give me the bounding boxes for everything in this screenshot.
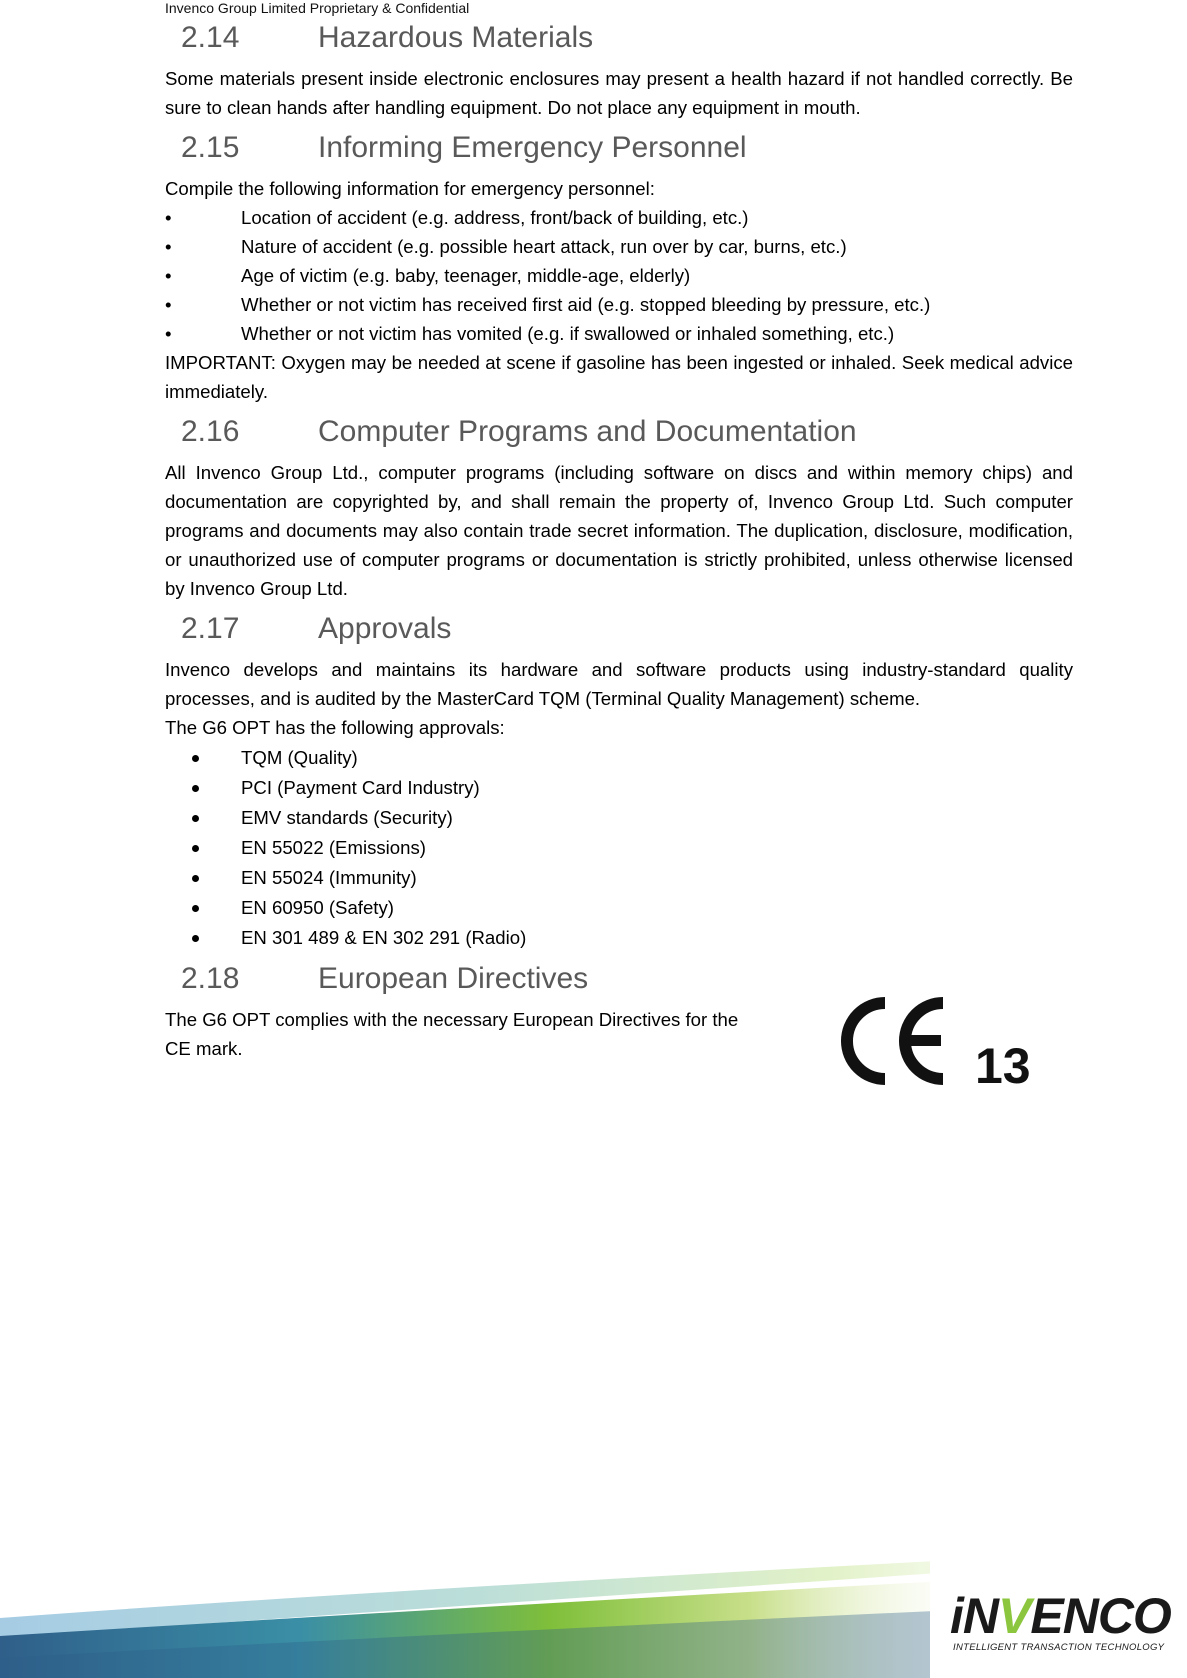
section-title: European Directives [318,962,589,995]
section-heading [181,128,1073,168]
section-paragraph: The G6 OPT complies with the necessary European Directives for the CE mark. [165,1009,739,1059]
ce-mark-icon [835,995,1040,1090]
section-2-14 [165,18,1073,122]
bullet-dot-icon [192,755,199,762]
list-item [165,833,1073,863]
list-item-text: EMV standards (Security) [241,807,453,828]
section-title: Approvals [318,612,452,645]
bullet-mark: • [165,207,172,228]
bullet-dot-icon [192,905,199,912]
list-item [165,232,1073,261]
section-2-17 [165,609,1073,953]
section-paragraph: Some materials present inside electronic enclosures may present a health hazard if not handled correctly. Be sure to clean hands after handling equipment. Do not place any equipment in mouth. [165,68,1073,118]
bullet-dot-icon [192,935,199,942]
section-intro: The G6 OPT has the following approvals: [165,717,505,738]
list-item [165,319,1073,348]
document-body [165,18,1073,1069]
section-number: 2.18 [181,962,240,995]
list-item-text: Location of accident (e.g. address, front/back of building, etc.) [241,207,749,228]
list-item-text: EN 55022 (Emissions) [241,837,426,858]
section-number: 2.16 [181,415,240,448]
list-item [165,743,1073,773]
section-heading [181,609,1073,649]
list-item [165,893,1073,923]
logo-tagline: INTELLIGENT TRANSACTION TECHNOLOGY [953,1642,1165,1653]
section-title: Informing Emergency Personnel [318,131,747,164]
list-item [165,290,1073,319]
bullet-dot-icon [192,815,199,822]
section-paragraph: Invenco develops and maintains its hardware and software products using industry-standard quality processes, and is audited by the MasterCard TQM (Terminal Quality Management) scheme. [165,659,1073,709]
list-item-text: EN 60950 (Safety) [241,897,394,918]
bullet-dot-icon [192,875,199,882]
section-number: 2.14 [181,21,240,54]
emergency-info-list [165,203,1073,348]
section-2-15 [165,128,1073,406]
section-title: Hazardous Materials [318,21,594,54]
confidentiality-header: Invenco Group Limited Proprietary & Confidential [165,0,470,16]
bullet-mark: • [165,294,172,315]
ce-year: 13 [975,1038,1031,1090]
list-item-text: Age of victim (e.g. baby, teenager, middle-age, elderly) [241,265,691,286]
list-item-text: EN 55024 (Immunity) [241,867,417,888]
list-item [165,923,1073,953]
section-number: 2.17 [181,612,240,645]
bullet-dot-icon [192,785,199,792]
list-item [165,203,1073,232]
list-item [165,803,1073,833]
section-intro: Compile the following information for emergency personnel: [165,178,655,199]
list-item [165,863,1073,893]
bullet-dot-icon [192,845,199,852]
list-item [165,773,1073,803]
section-2-16 [165,412,1073,603]
section-paragraph: All Invenco Group Ltd., computer programs (including software on discs and within memory chips) and documentation are copyrighted by, and shall remain the property of, Invenco Group Ltd. Such computer programs and documents may also contain trade secret information. The duplication, disclosure, modification, or unauthorized use of computer programs or documentation is strictly prohibited, unless otherwise licensed by Invenco Group Ltd. [165,462,1073,599]
list-item-text: PCI (Payment Card Industry) [241,777,480,798]
list-item-text: EN 301 489 & EN 302 291 (Radio) [241,927,527,948]
approvals-list [165,743,1073,953]
list-item-text: TQM (Quality) [241,747,358,768]
invenco-logo: iNVENCO [950,1588,1171,1644]
bullet-mark: • [165,265,172,286]
list-item-text: Whether or not victim has received first aid (e.g. stopped bleeding by pressure, etc.) [241,294,931,315]
section-heading [181,18,1073,58]
section-heading [181,959,1073,999]
list-item-text: Nature of accident (e.g. possible heart attack, run over by car, burns, etc.) [241,236,847,257]
section-number: 2.15 [181,131,240,164]
section-heading [181,412,1073,452]
bullet-mark: • [165,236,172,257]
section-title: Computer Programs and Documentation [318,415,857,448]
bullet-mark: • [165,323,172,344]
list-item-text: Whether or not victim has vomited (e.g. if swallowed or inhaled something, etc.) [241,323,895,344]
important-note: IMPORTANT: Oxygen may be needed at scene if gasoline has been ingested or inhaled. Seek medical advice immediately. [165,352,1073,402]
list-item [165,261,1073,290]
